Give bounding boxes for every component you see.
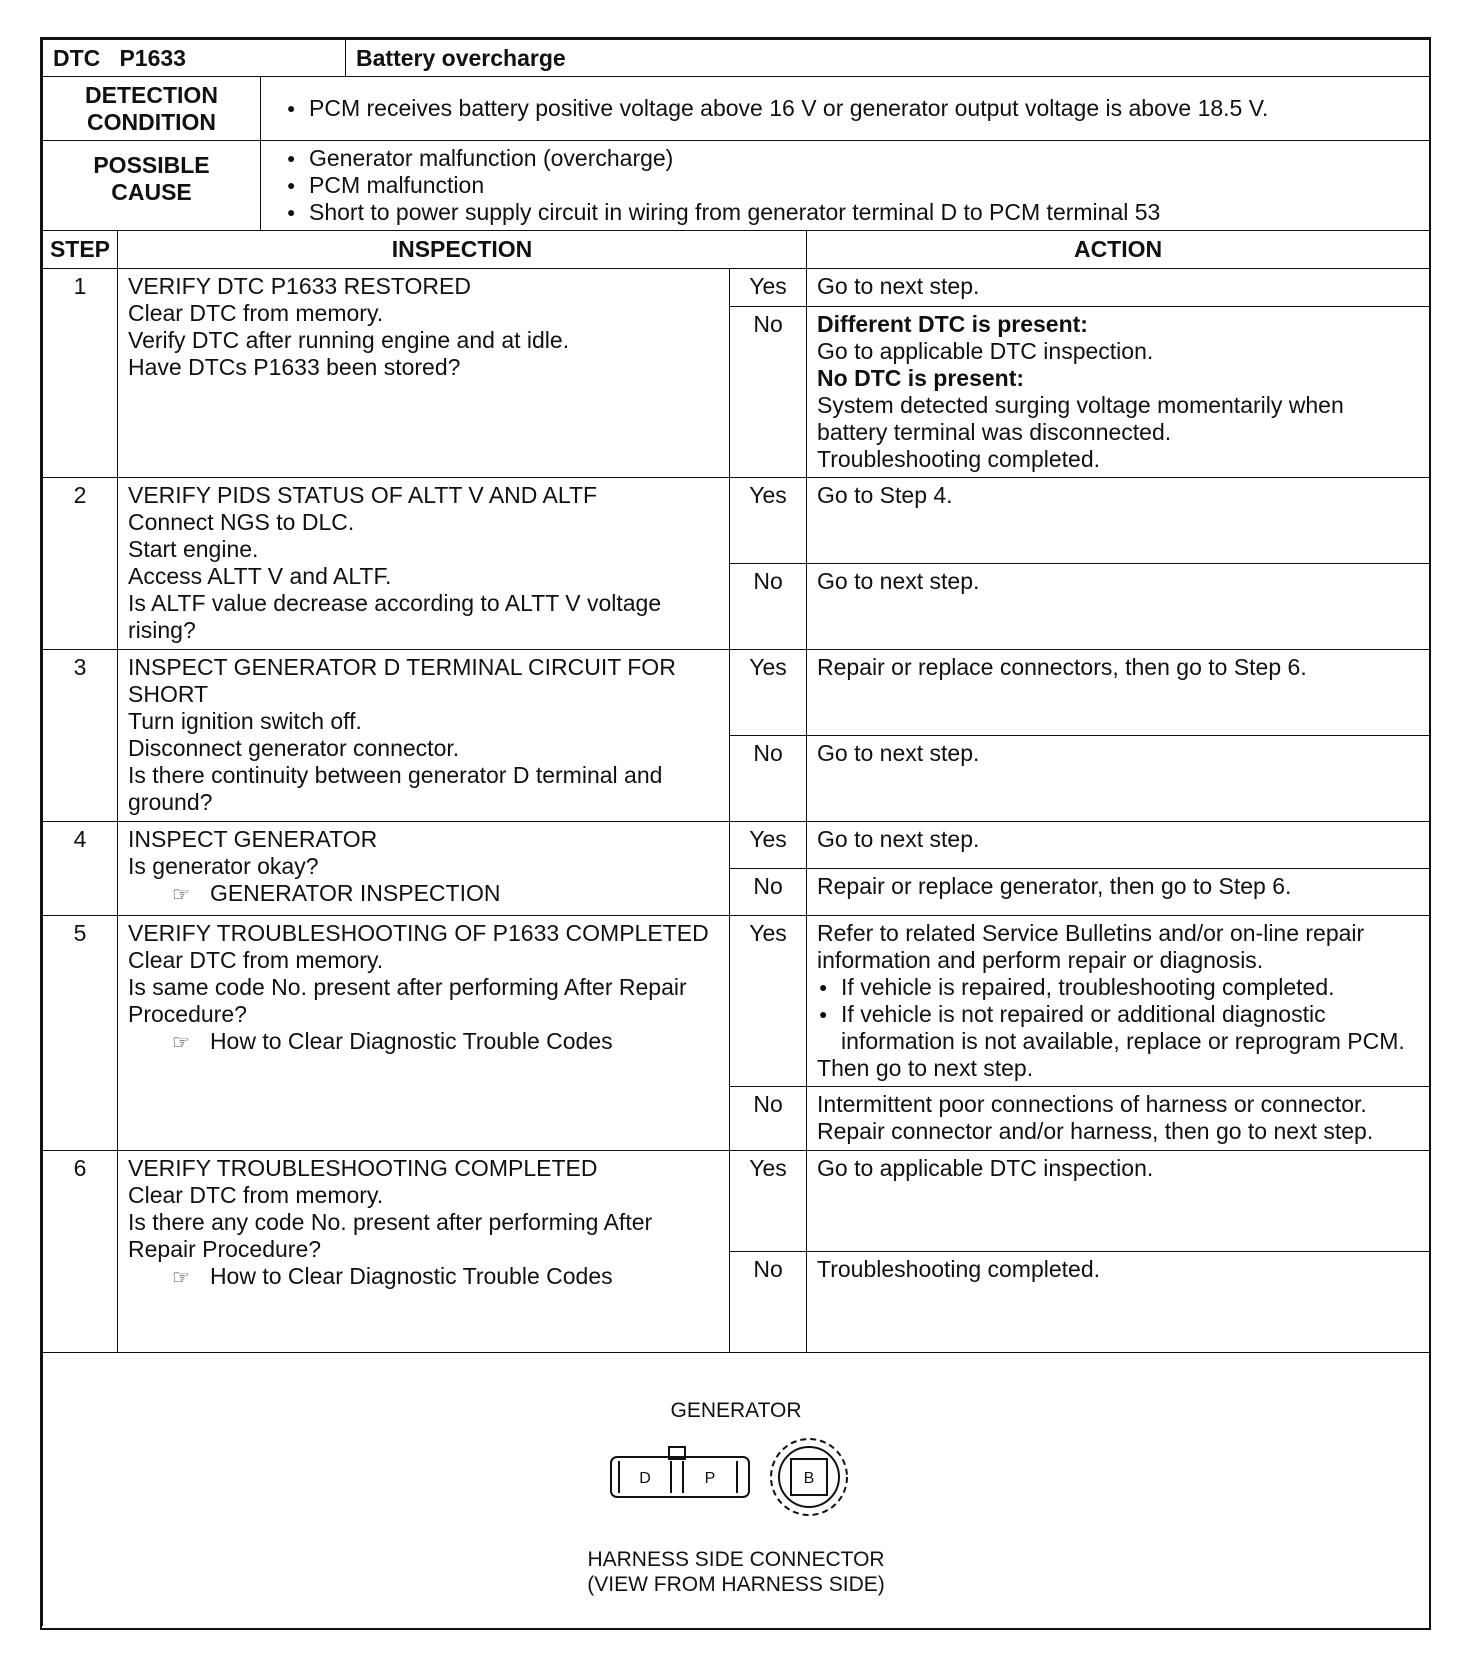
dtc-label: DTC <box>53 44 101 71</box>
step-number: 6 <box>43 1151 118 1353</box>
possible-causes <box>261 141 1430 231</box>
no-label: No <box>730 869 807 916</box>
cause-row <box>43 141 1430 231</box>
col-step: STEP <box>43 231 118 269</box>
no-label: No <box>730 564 807 650</box>
dtc-sheet <box>40 37 1431 1630</box>
step-6-yes-row <box>43 1151 1430 1252</box>
pin-b: B <box>803 1470 815 1487</box>
cause-item: ● PCM malfunction <box>287 172 1421 199</box>
yes-action: Repair or replace connectors, then go to Step 6. <box>807 650 1430 736</box>
dtc-table <box>42 39 1430 1626</box>
pin-p: P <box>704 1470 716 1487</box>
yes-action: Refer to related Service Bulletins and/or on-line repair information and perform repair or diagnosis. ● If vehicle is repaired, troubleshooting completed. ● If vehicle is not repaired or additional diagnostic information is not available, replace or reprogram PCM. Then go to next step. <box>807 916 1430 1087</box>
dtc-cell <box>43 40 346 77</box>
no-action: Troubleshooting completed. <box>807 1252 1430 1353</box>
step-number: 5 <box>43 916 118 1151</box>
figure-caption: HARNESS SIDE CONNECTOR (VIEW FROM HARNESS SIDE) <box>587 1548 885 1596</box>
step-3-yes-row <box>43 650 1430 736</box>
step-inspection: INSPECT GENERATOR Is generator okay? ☞ GENERATOR INSPECTION <box>118 822 730 916</box>
no-action: Go to next step. <box>807 736 1430 822</box>
clear-dtc-link[interactable]: ☞ How to Clear Diagnostic Trouble Codes <box>128 1263 719 1292</box>
action-bullet: ● If vehicle is repaired, troubleshooting completed. <box>819 974 1419 1001</box>
step-number: 3 <box>43 650 118 822</box>
detection-item: ● PCM receives battery positive voltage above 16 V or generator output voltage is above 18.5 V. <box>287 95 1421 122</box>
yes-label: Yes <box>730 478 807 564</box>
col-action: ACTION <box>807 231 1430 269</box>
yes-action: Go to applicable DTC inspection. <box>807 1151 1430 1252</box>
dp-connector-body <box>611 1457 749 1497</box>
no-label: No <box>730 307 807 478</box>
step-2-yes-row <box>43 478 1430 564</box>
dtc-code: P1633 <box>119 44 186 71</box>
yes-label: Yes <box>730 1151 807 1252</box>
no-label: No <box>730 1087 807 1151</box>
col-inspection: INSPECTION <box>118 231 807 269</box>
action-bullet: ● If vehicle is not repaired or additional diagnostic information is not available, replace or reprogram PCM. <box>819 1001 1419 1055</box>
yes-action: Go to Step 4. <box>807 478 1430 564</box>
header-row <box>43 40 1430 77</box>
figure-row <box>43 1353 1430 1626</box>
yes-label: Yes <box>730 822 807 869</box>
step-inspection: VERIFY TROUBLESHOOTING OF P1633 COMPLETED Clear DTC from memory. Is same code No. present after performing After Repair Procedure? ☞ How to Clear Diagnostic Trouble Codes <box>118 916 730 1151</box>
column-header-row <box>43 231 1430 269</box>
step-inspection: VERIFY TROUBLESHOOTING COMPLETED Clear DTC from memory. Is there any code No. present after performing After Repair Procedure? ☞ How to Clear Diagnostic Trouble Codes <box>118 1151 730 1353</box>
yes-label: Yes <box>730 269 807 307</box>
yes-action: Go to next step. <box>807 269 1430 307</box>
figure-title: GENERATOR <box>670 1399 802 1422</box>
no-action: Intermittent poor connections of harness or connector. Repair connector and/or harness, then go to next step. <box>807 1087 1430 1151</box>
yes-action: Go to next step. <box>807 822 1430 869</box>
detection-condition <box>261 77 1430 141</box>
yes-label: Yes <box>730 650 807 736</box>
generator-connector-diagram <box>605 1433 865 1523</box>
step-number: 2 <box>43 478 118 650</box>
step-5-yes-row <box>43 916 1430 1087</box>
step-number: 1 <box>43 269 118 478</box>
no-action: Go to next step. <box>807 564 1430 650</box>
detection-label: DETECTION CONDITION <box>43 77 261 141</box>
dtc-title: Battery overcharge <box>346 40 1430 77</box>
yes-label: Yes <box>730 916 807 1087</box>
step-1-yes-row <box>43 269 1430 307</box>
cause-label: POSSIBLE CAUSE <box>43 141 261 231</box>
generator-inspection-link[interactable]: ☞ GENERATOR INSPECTION <box>128 880 719 909</box>
step-number: 4 <box>43 822 118 916</box>
no-label: No <box>730 1252 807 1353</box>
connector-figure <box>43 1353 1430 1626</box>
step-inspection: INSPECT GENERATOR D TERMINAL CIRCUIT FOR SHORT Turn ignition switch off. Disconnect generator connector. Is there continuity between generator D terminal and ground? <box>118 650 730 822</box>
no-action: Repair or replace generator, then go to Step 6. <box>807 869 1430 916</box>
cause-item: ● Generator malfunction (overcharge) <box>287 145 1421 172</box>
no-label: No <box>730 736 807 822</box>
step-inspection: VERIFY DTC P1633 RESTORED Clear DTC from memory. Verify DTC after running engine and at idle. Have DTCs P1633 been stored? <box>118 269 730 478</box>
clear-dtc-link[interactable]: ☞ How to Clear Diagnostic Trouble Codes <box>128 1028 719 1057</box>
step-inspection: VERIFY PIDS STATUS OF ALTT V AND ALTF Connect NGS to DLC. Start engine. Access ALTT V and ALTF. Is ALTF value decrease according to ALTT V voltage rising? <box>118 478 730 650</box>
detection-row <box>43 77 1430 141</box>
pin-d: D <box>639 1470 651 1487</box>
step-4-yes-row <box>43 822 1430 869</box>
cause-item: ● Short to power supply circuit in wiring from generator terminal D to PCM terminal 53 <box>287 199 1421 226</box>
no-action: Different DTC is present: Go to applicable DTC inspection. No DTC is present: System detected surging voltage momentarily when battery terminal was disconnected. Troubleshooting completed. <box>807 307 1430 478</box>
